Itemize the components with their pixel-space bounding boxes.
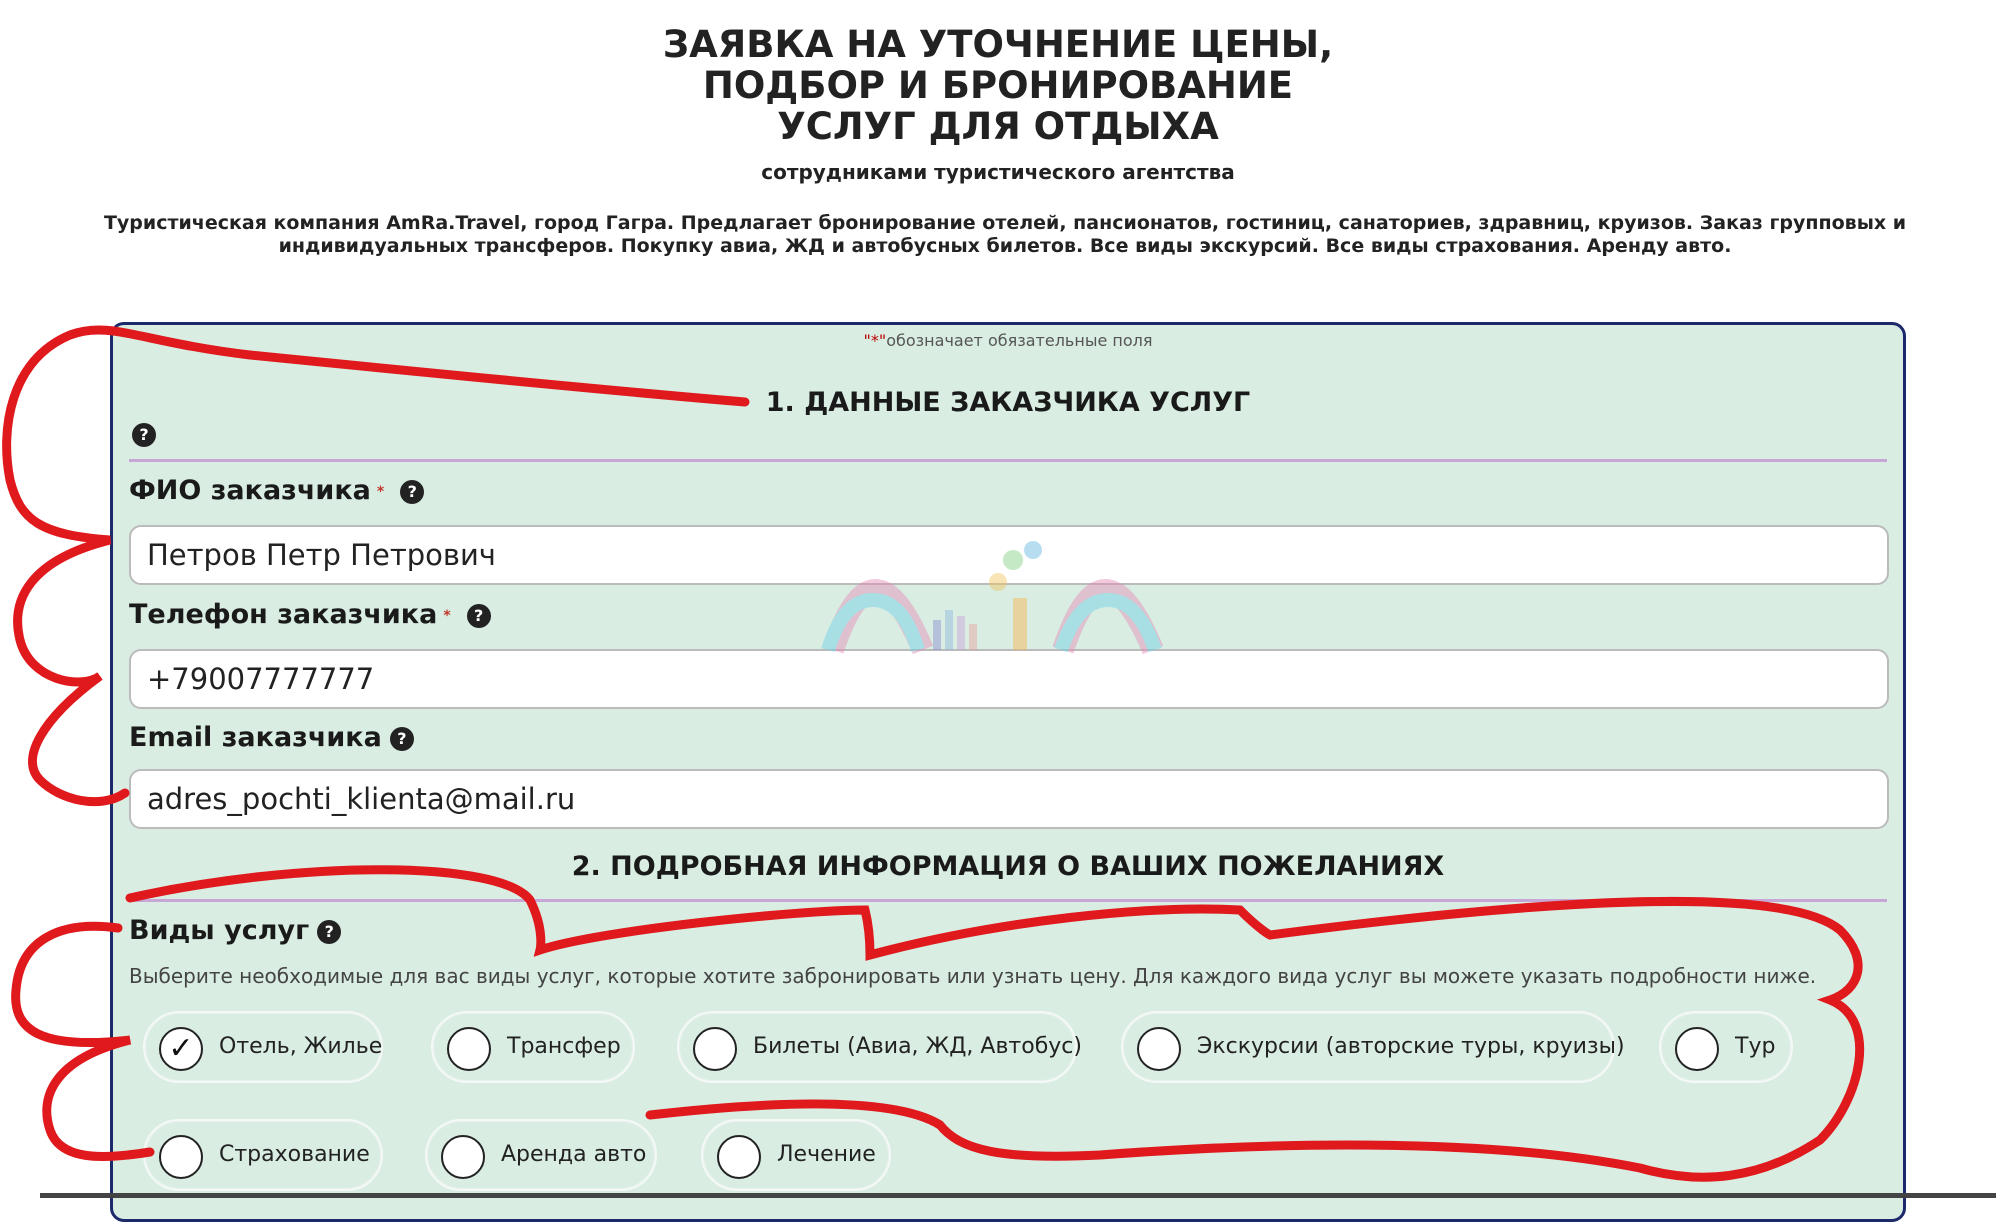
phone-field-label [129,599,491,630]
bottom-scrollbar[interactable] [40,1193,1996,1198]
service-option-tickets[interactable] [677,1011,1082,1083]
section-1-help-icon[interactable]: ? [132,423,156,447]
service-option-label: Тур [1735,1034,1776,1059]
page-title [0,24,1996,147]
service-option-car-rental[interactable] [425,1119,657,1191]
services-hint: Выберите необходимые для вас виды услуг, которые хотите забронировать или узнать цену. Для каждого вида услуг вы можете указать подробности ниже. [129,964,1817,988]
service-option-tour[interactable] [1659,1011,1793,1083]
services-label-text: Виды услуг [129,915,310,946]
section-1-divider [129,459,1887,462]
phone-input[interactable]: +79007777777 [129,649,1889,709]
service-option-transfer[interactable] [431,1011,635,1083]
phone-help-icon[interactable]: ? [467,604,491,628]
page-title-line-1: ЗАЯВКА НА УТОЧНЕНИЕ ЦЕНЫ, [662,23,1334,66]
radio-circle-icon[interactable] [159,1135,203,1179]
required-fields-note [113,331,1903,350]
amra-logo-watermark [813,520,1193,660]
page-title-line-2: ПОДБОР И БРОНИРОВАНИЕ [702,64,1294,107]
service-option-label: Билеты (Авиа, ЖД, Автобус) [753,1034,1082,1059]
phone-required-star: * [443,607,451,624]
page-subtitle: сотрудниками туристического агентства [761,160,1235,184]
radio-circle-icon[interactable] [441,1135,485,1179]
email-help-icon[interactable]: ? [390,727,414,751]
service-option-excursions[interactable] [1121,1011,1625,1083]
section-1-title: 1. ДАННЫЕ ЗАКАЗЧИКА УСЛУГ [765,387,1251,418]
email-input[interactable]: adres_pochti_klienta@mail.ru [129,769,1889,829]
page-title-line-3: УСЛУГ ДЛЯ ОТДЫХА [777,105,1219,148]
service-option-label: Трансфер [507,1034,621,1059]
service-option-hotel[interactable] [143,1011,383,1083]
required-note-star: "*" [863,331,887,350]
services-label [129,915,341,946]
service-option-treatment[interactable] [701,1119,891,1191]
service-option-label: Аренда авто [501,1142,647,1167]
email-label-text: Email заказчика [129,722,382,753]
radio-circle-icon[interactable] [1137,1027,1181,1071]
name-required-star: * [376,483,385,500]
radio-circle-icon[interactable] [1675,1027,1719,1071]
service-option-label: Страхование [219,1142,370,1167]
services-help-icon[interactable]: ? [317,920,341,944]
name-field-label [129,475,424,506]
checkmark-icon[interactable]: ✓ [159,1027,203,1071]
name-label-text: ФИО заказчика [129,475,371,506]
service-option-label: Экскурсии (авторские туры, круизы) [1197,1034,1625,1059]
service-option-insurance[interactable] [143,1119,383,1191]
service-option-label: Отель, Жилье [219,1034,383,1059]
phone-label-text: Телефон заказчика [129,599,438,630]
booking-form [110,322,1906,1222]
radio-circle-icon[interactable] [447,1027,491,1071]
section-2-divider [129,899,1887,902]
name-help-icon[interactable]: ? [400,480,424,504]
name-input[interactable]: Петров Петр Петрович [129,525,1889,585]
radio-circle-icon[interactable] [693,1027,737,1071]
section-2-title: 2. ПОДРОБНАЯ ИНФОРМАЦИЯ О ВАШИХ ПОЖЕЛАНИЯХ [571,851,1445,882]
email-field-label [129,722,414,753]
service-option-label: Лечение [777,1142,876,1167]
required-note-text: обозначает обязательные поля [886,331,1153,350]
radio-circle-icon[interactable] [717,1135,761,1179]
company-intro: Туристическая компания AmRa.Travel, город Гагра. Предлагает бронирование отелей, пансионатов, гостиниц, санаториев, здравниц, круизов. Заказ групповых и индивидуальных трансферов. Покупку авиа, ЖД и автобусных билетов. Все виды экскурсий. Все виды страхования. Аренду авто. [103,212,1907,257]
